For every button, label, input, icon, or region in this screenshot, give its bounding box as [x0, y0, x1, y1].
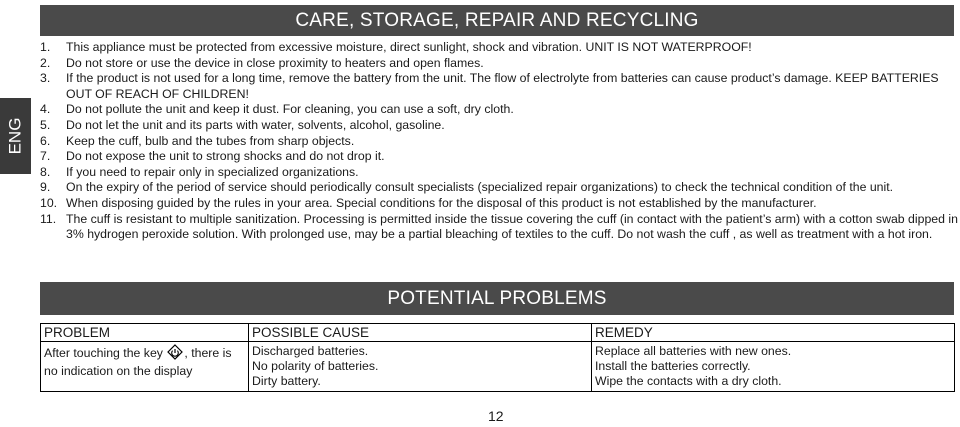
item-number: 11.: [40, 211, 57, 226]
item-text: Keep the cuff, bulb and the tubes from sharp objects.: [66, 133, 355, 148]
remedy-item: Wipe the contacts with a dry cloth.: [595, 374, 782, 388]
cause-item: No polarity of batteries.: [252, 359, 379, 373]
list-item: [40, 102, 958, 118]
item-number: 6.: [40, 133, 51, 148]
table-row: [41, 342, 955, 392]
list-item: [40, 118, 958, 134]
cause-cell: [249, 342, 592, 392]
item-text: Do not expose the unit to strong shocks and do not drop it.: [66, 149, 385, 164]
problem-line-1: [44, 344, 245, 364]
list-item: [40, 180, 958, 196]
cause-item: Dirty battery.: [252, 374, 321, 388]
item-number: 8.: [40, 164, 51, 179]
header-problem: PROBLEM: [41, 324, 249, 342]
item-text: The cuff is resistant to multiple sanitization. Processing is permitted inside the tissue covering the cuff (in contact with the patient’s arm) with a cotton swab dipped in 3% hydrogen peroxide solution. With prolonged use, may be a partial bleaching of textiles to the cuff. Do not wash the cuff , as well as treatment with a hot iron.: [66, 211, 958, 242]
list-item: [40, 40, 958, 56]
list-item: [40, 56, 958, 72]
list-item: [40, 71, 958, 102]
item-text: Do not pollute the unit and keep it dust. For cleaning, you can use a soft, dry cloth.: [66, 102, 514, 117]
item-number: 4.: [40, 102, 51, 117]
list-item: [40, 134, 958, 150]
list-item: [40, 212, 958, 243]
care-instructions-list: [40, 40, 958, 243]
header-possible-cause: POSSIBLE CAUSE: [249, 324, 592, 342]
item-number: 5.: [40, 117, 51, 132]
remedy-cell: [592, 342, 955, 392]
item-number: 7.: [40, 149, 51, 164]
language-tab-label: ENG: [5, 117, 25, 155]
cause-item: Discharged batteries.: [252, 344, 369, 358]
table-header-row: [41, 324, 955, 342]
problem-line-2: no indication on the display: [44, 364, 193, 378]
item-number: 10.: [40, 195, 58, 210]
item-text: If you need to repair only in specialized organizations.: [66, 164, 359, 179]
list-item: [40, 149, 958, 165]
item-text: When disposing guided by the rules in your area. Special conditions for the disposal of this product is not established by the manufacturer.: [66, 195, 817, 210]
list-item: [40, 165, 958, 181]
care-section-title: CARE, STORAGE, REPAIR AND RECYCLING: [40, 5, 954, 36]
power-key-icon: [167, 344, 183, 364]
page-number: 12: [488, 408, 504, 424]
item-number: 2.: [40, 55, 51, 70]
item-text: Do not let the unit and its parts with water, solvents, alcohol, gasoline.: [66, 117, 445, 132]
item-number: 1.: [40, 40, 51, 54]
item-text: On the expiry of the period of service should periodically consult specialists (specialized repair organizations) to check the technical condition of the unit.: [66, 180, 894, 195]
problems-section-title: POTENTIAL PROBLEMS: [40, 282, 954, 315]
problem-text-before: After touching the key: [44, 346, 167, 360]
language-tab: [0, 98, 31, 174]
remedy-item: Replace all batteries with new ones.: [595, 344, 792, 358]
problem-cell: [41, 342, 249, 392]
item-text: Do not store or use the device in close proximity to heaters and open flames.: [66, 55, 484, 70]
item-text: This appliance must be protected from excessive moisture, direct sunlight, shock and vibration. UNIT IS NOT WATERPROOF!: [66, 40, 752, 54]
item-number: 3.: [40, 71, 51, 86]
remedy-item: Install the batteries correctly.: [595, 359, 751, 373]
list-item: [40, 196, 958, 212]
problem-text-after: , there is: [184, 346, 232, 360]
item-number: 9.: [40, 180, 51, 195]
item-text: If the product is not used for a long time, remove the battery from the unit. The flow of electrolyte from batteries can cause product’s damage. KEEP BATTERIES OUT OF REACH OF CHILDREN!: [66, 71, 939, 101]
header-remedy: REMEDY: [592, 324, 955, 342]
problems-table: [40, 323, 955, 392]
